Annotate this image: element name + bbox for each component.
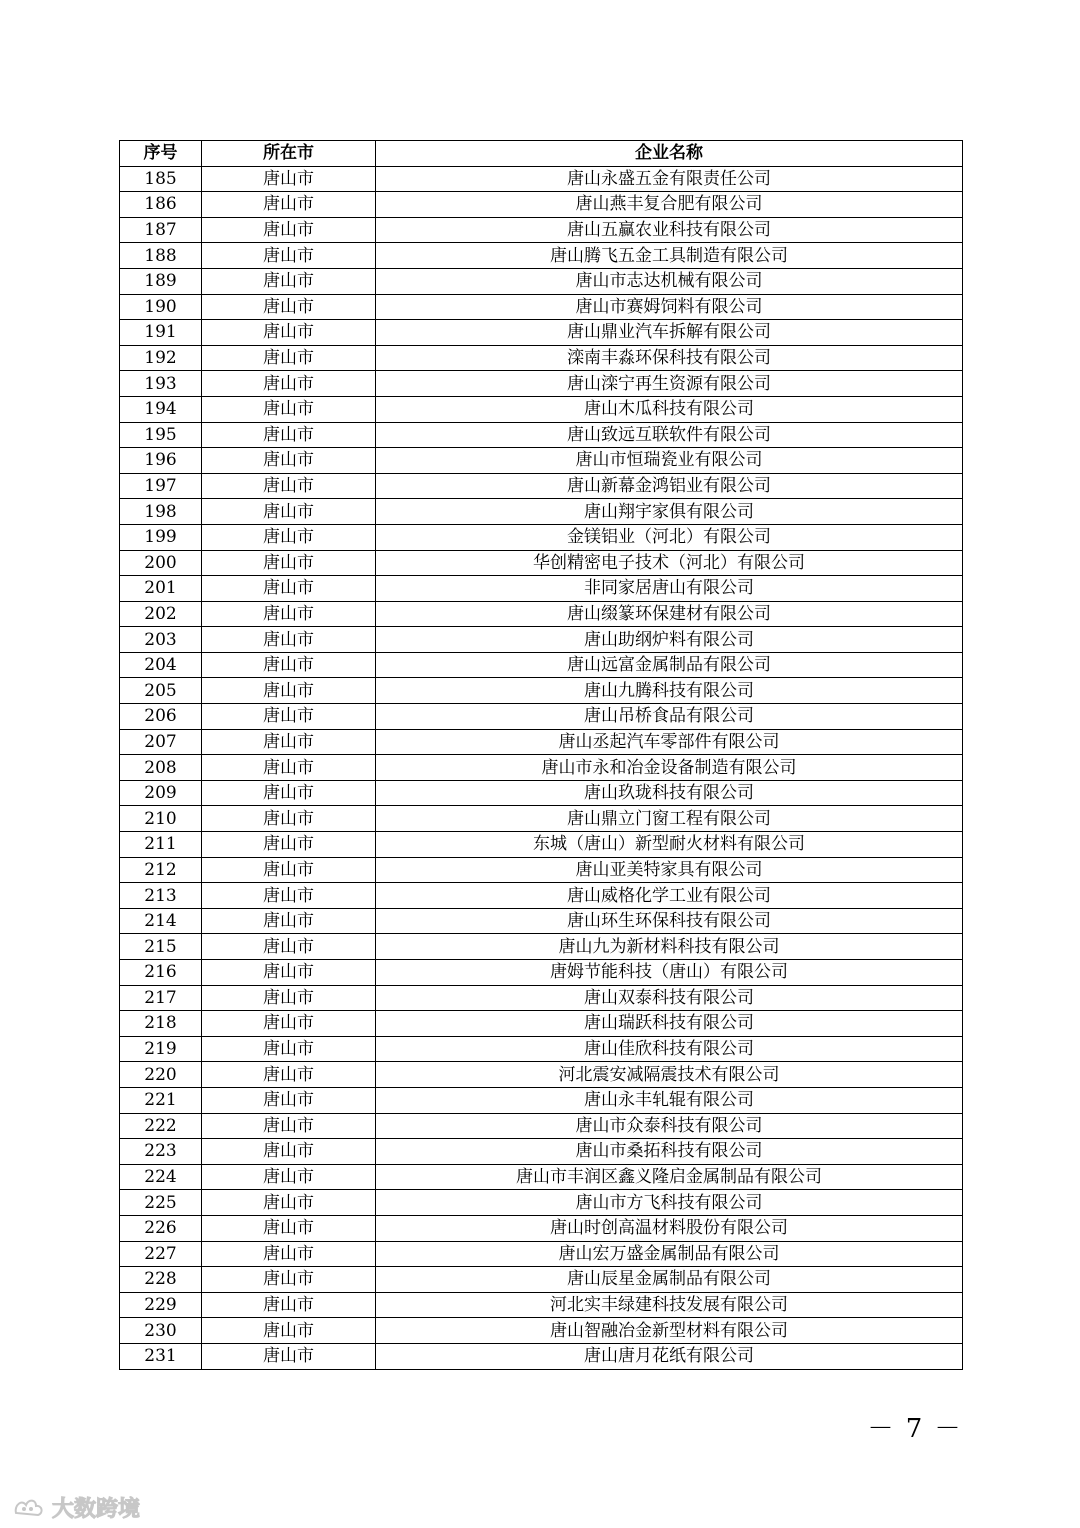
row-index-cell: 220	[120, 1062, 202, 1088]
row-company-name-cell: 唐山佳欣科技有限公司	[376, 1036, 963, 1062]
row-index-cell: 199	[120, 524, 202, 550]
row-city-cell: 唐山市	[202, 192, 376, 218]
table-row	[120, 1343, 963, 1369]
row-index-cell: 227	[120, 1241, 202, 1267]
row-index-cell: 225	[120, 1190, 202, 1216]
row-index-cell: 229	[120, 1292, 202, 1318]
row-company-name-cell: 唐山翔宇家俱有限公司	[376, 499, 963, 525]
row-index-cell: 198	[120, 499, 202, 525]
row-company-name-cell: 唐山智融冶金新型材料有限公司	[376, 1318, 963, 1344]
table-row	[120, 166, 963, 192]
row-city-cell: 唐山市	[202, 678, 376, 704]
row-index-cell: 208	[120, 755, 202, 781]
row-index-cell: 205	[120, 678, 202, 704]
row-index-cell: 210	[120, 806, 202, 832]
row-city-cell: 唐山市	[202, 217, 376, 243]
row-city-cell: 唐山市	[202, 243, 376, 269]
row-city-cell: 唐山市	[202, 268, 376, 294]
row-company-name-cell: 唐山市志达机械有限公司	[376, 268, 963, 294]
row-company-name-cell: 唐山市恒瑞瓷业有限公司	[376, 448, 963, 474]
row-city-cell: 唐山市	[202, 1318, 376, 1344]
table-row	[120, 1113, 963, 1139]
row-city-cell: 唐山市	[202, 524, 376, 550]
row-company-name-cell: 唐山鼎业汽车拆解有限公司	[376, 320, 963, 346]
table-row	[120, 371, 963, 397]
table-row	[120, 678, 963, 704]
watermark-text: 大数跨境	[52, 1496, 141, 1522]
row-index-cell: 215	[120, 934, 202, 960]
row-company-name-cell: 滦南丰淼环保科技有限公司	[376, 345, 963, 371]
table-row	[120, 320, 963, 346]
row-index-cell: 224	[120, 1164, 202, 1190]
row-company-name-cell: 唐山永丰轧辊有限公司	[376, 1087, 963, 1113]
row-index-cell: 191	[120, 320, 202, 346]
row-index-cell: 206	[120, 704, 202, 730]
row-city-cell: 唐山市	[202, 704, 376, 730]
table-row	[120, 396, 963, 422]
row-city-cell: 唐山市	[202, 985, 376, 1011]
row-index-cell: 190	[120, 294, 202, 320]
row-company-name-cell: 唐山五赢农业科技有限公司	[376, 217, 963, 243]
row-index-cell: 200	[120, 550, 202, 576]
table-row	[120, 1267, 963, 1293]
row-index-cell: 219	[120, 1036, 202, 1062]
row-index-cell: 192	[120, 345, 202, 371]
row-city-cell: 唐山市	[202, 627, 376, 653]
row-company-name-cell: 唐山木瓜科技有限公司	[376, 396, 963, 422]
row-index-cell: 194	[120, 396, 202, 422]
row-company-name-cell: 唐山新幕金鸿铝业有限公司	[376, 473, 963, 499]
row-company-name-cell: 唐山瑞跃科技有限公司	[376, 1011, 963, 1037]
row-company-name-cell: 唐山远富金属制品有限公司	[376, 652, 963, 678]
row-company-name-cell: 唐姆节能科技（唐山）有限公司	[376, 960, 963, 986]
row-city-cell: 唐山市	[202, 832, 376, 858]
row-index-cell: 185	[120, 166, 202, 192]
row-index-cell: 211	[120, 832, 202, 858]
table-row	[120, 1190, 963, 1216]
row-company-name-cell: 唐山双泰科技有限公司	[376, 985, 963, 1011]
row-index-cell: 231	[120, 1343, 202, 1369]
row-city-cell: 唐山市	[202, 576, 376, 602]
row-city-cell: 唐山市	[202, 755, 376, 781]
row-index-cell: 221	[120, 1087, 202, 1113]
row-company-name-cell: 唐山丞起汽车零部件有限公司	[376, 729, 963, 755]
table-row	[120, 857, 963, 883]
row-company-name-cell: 唐山市方飞科技有限公司	[376, 1190, 963, 1216]
page-number: － 7 －	[867, 1414, 963, 1444]
table-row	[120, 473, 963, 499]
row-company-name-cell: 唐山唐月花纸有限公司	[376, 1343, 963, 1369]
row-index-cell: 202	[120, 601, 202, 627]
row-index-cell: 203	[120, 627, 202, 653]
logo-icon	[12, 1495, 46, 1519]
row-company-name-cell: 唐山助纲炉料有限公司	[376, 627, 963, 653]
table-row	[120, 1036, 963, 1062]
row-city-cell: 唐山市	[202, 396, 376, 422]
row-city-cell: 唐山市	[202, 1343, 376, 1369]
table-row	[120, 524, 963, 550]
company-list-table	[119, 140, 963, 1370]
row-index-cell: 186	[120, 192, 202, 218]
table-row	[120, 1215, 963, 1241]
row-index-cell: 228	[120, 1267, 202, 1293]
row-index-cell: 204	[120, 652, 202, 678]
row-company-name-cell: 唐山亚美特家具有限公司	[376, 857, 963, 883]
table-row	[120, 192, 963, 218]
table-header-row	[120, 141, 963, 167]
table-row	[120, 550, 963, 576]
row-index-cell: 196	[120, 448, 202, 474]
row-city-cell: 唐山市	[202, 448, 376, 474]
row-company-name-cell: 唐山缀篆环保建材有限公司	[376, 601, 963, 627]
table-row	[120, 448, 963, 474]
row-company-name-cell: 唐山鼎立门窗工程有限公司	[376, 806, 963, 832]
row-city-cell: 唐山市	[202, 166, 376, 192]
table-row	[120, 499, 963, 525]
row-company-name-cell: 唐山燕丰复合肥有限公司	[376, 192, 963, 218]
row-company-name-cell: 唐山玖珑科技有限公司	[376, 780, 963, 806]
row-company-name-cell: 唐山环生环保科技有限公司	[376, 908, 963, 934]
table-row	[120, 934, 963, 960]
row-city-cell: 唐山市	[202, 1036, 376, 1062]
row-index-cell: 217	[120, 985, 202, 1011]
row-city-cell: 唐山市	[202, 960, 376, 986]
row-index-cell: 195	[120, 422, 202, 448]
row-company-name-cell: 东城（唐山）新型耐火材料有限公司	[376, 832, 963, 858]
table-body	[120, 166, 963, 1369]
row-company-name-cell: 河北实丰绿建科技发展有限公司	[376, 1292, 963, 1318]
row-index-cell: 188	[120, 243, 202, 269]
row-city-cell: 唐山市	[202, 473, 376, 499]
table-row	[120, 576, 963, 602]
table-row	[120, 755, 963, 781]
table-row	[120, 1292, 963, 1318]
row-index-cell: 230	[120, 1318, 202, 1344]
row-city-cell: 唐山市	[202, 1292, 376, 1318]
row-city-cell: 唐山市	[202, 1241, 376, 1267]
row-company-name-cell: 唐山九腾科技有限公司	[376, 678, 963, 704]
table-row	[120, 1139, 963, 1165]
header-city: 所在市	[202, 141, 376, 167]
row-city-cell: 唐山市	[202, 806, 376, 832]
row-company-name-cell: 唐山辰星金属制品有限公司	[376, 1267, 963, 1293]
row-city-cell: 唐山市	[202, 1215, 376, 1241]
table-row	[120, 1087, 963, 1113]
watermark	[12, 1492, 140, 1522]
row-index-cell: 207	[120, 729, 202, 755]
row-city-cell: 唐山市	[202, 1113, 376, 1139]
row-company-name-cell: 唐山威格化学工业有限公司	[376, 883, 963, 909]
row-city-cell: 唐山市	[202, 1087, 376, 1113]
row-company-name-cell: 唐山时创高温材料股份有限公司	[376, 1215, 963, 1241]
row-city-cell: 唐山市	[202, 1139, 376, 1165]
row-index-cell: 213	[120, 883, 202, 909]
row-index-cell: 218	[120, 1011, 202, 1037]
row-company-name-cell: 华创精密电子技术（河北）有限公司	[376, 550, 963, 576]
row-city-cell: 唐山市	[202, 294, 376, 320]
table-row	[120, 268, 963, 294]
row-company-name-cell: 唐山市丰润区鑫义隆启金属制品有限公司	[376, 1164, 963, 1190]
row-city-cell: 唐山市	[202, 729, 376, 755]
table-row	[120, 908, 963, 934]
row-city-cell: 唐山市	[202, 934, 376, 960]
table-row	[120, 780, 963, 806]
row-index-cell: 201	[120, 576, 202, 602]
table-row	[120, 883, 963, 909]
row-index-cell: 187	[120, 217, 202, 243]
row-company-name-cell: 唐山腾飞五金工具制造有限公司	[376, 243, 963, 269]
row-index-cell: 222	[120, 1113, 202, 1139]
row-company-name-cell: 金镁铝业（河北）有限公司	[376, 524, 963, 550]
header-index: 序号	[120, 141, 202, 167]
row-company-name-cell: 非同家居唐山有限公司	[376, 576, 963, 602]
row-city-cell: 唐山市	[202, 652, 376, 678]
table-row	[120, 345, 963, 371]
row-company-name-cell: 唐山滦宁再生资源有限公司	[376, 371, 963, 397]
table-row	[120, 1011, 963, 1037]
table-row	[120, 1164, 963, 1190]
row-company-name-cell: 唐山市桑拓科技有限公司	[376, 1139, 963, 1165]
table-row	[120, 832, 963, 858]
row-index-cell: 226	[120, 1215, 202, 1241]
row-city-cell: 唐山市	[202, 1011, 376, 1037]
row-city-cell: 唐山市	[202, 345, 376, 371]
row-company-name-cell: 唐山市赛姆饲料有限公司	[376, 294, 963, 320]
row-city-cell: 唐山市	[202, 601, 376, 627]
row-city-cell: 唐山市	[202, 371, 376, 397]
row-index-cell: 223	[120, 1139, 202, 1165]
row-city-cell: 唐山市	[202, 422, 376, 448]
row-index-cell: 193	[120, 371, 202, 397]
row-index-cell: 209	[120, 780, 202, 806]
row-company-name-cell: 河北震安减隔震技术有限公司	[376, 1062, 963, 1088]
row-city-cell: 唐山市	[202, 1062, 376, 1088]
table-row	[120, 1318, 963, 1344]
row-index-cell: 197	[120, 473, 202, 499]
table-row	[120, 294, 963, 320]
row-city-cell: 唐山市	[202, 550, 376, 576]
row-index-cell: 214	[120, 908, 202, 934]
row-city-cell: 唐山市	[202, 1267, 376, 1293]
table-row	[120, 729, 963, 755]
table-row	[120, 960, 963, 986]
row-index-cell: 216	[120, 960, 202, 986]
row-company-name-cell: 唐山永盛五金有限责任公司	[376, 166, 963, 192]
row-city-cell: 唐山市	[202, 780, 376, 806]
table-row	[120, 601, 963, 627]
table-row	[120, 217, 963, 243]
row-company-name-cell: 唐山致远互联软件有限公司	[376, 422, 963, 448]
table-row	[120, 1062, 963, 1088]
row-company-name-cell: 唐山宏万盛金属制品有限公司	[376, 1241, 963, 1267]
row-company-name-cell: 唐山九为新材料科技有限公司	[376, 934, 963, 960]
row-company-name-cell: 唐山吊桥食品有限公司	[376, 704, 963, 730]
row-city-cell: 唐山市	[202, 1164, 376, 1190]
row-city-cell: 唐山市	[202, 499, 376, 525]
table-row	[120, 1241, 963, 1267]
row-index-cell: 189	[120, 268, 202, 294]
row-city-cell: 唐山市	[202, 857, 376, 883]
table-header	[120, 141, 963, 167]
row-city-cell: 唐山市	[202, 1190, 376, 1216]
row-index-cell: 212	[120, 857, 202, 883]
table-row	[120, 985, 963, 1011]
table-row	[120, 652, 963, 678]
row-company-name-cell: 唐山市永和冶金设备制造有限公司	[376, 755, 963, 781]
table-row	[120, 704, 963, 730]
row-city-cell: 唐山市	[202, 908, 376, 934]
row-city-cell: 唐山市	[202, 883, 376, 909]
table-row	[120, 627, 963, 653]
row-company-name-cell: 唐山市众泰科技有限公司	[376, 1113, 963, 1139]
table-row	[120, 243, 963, 269]
table-row	[120, 422, 963, 448]
table-row	[120, 806, 963, 832]
row-city-cell: 唐山市	[202, 320, 376, 346]
header-company-name: 企业名称	[376, 141, 963, 167]
